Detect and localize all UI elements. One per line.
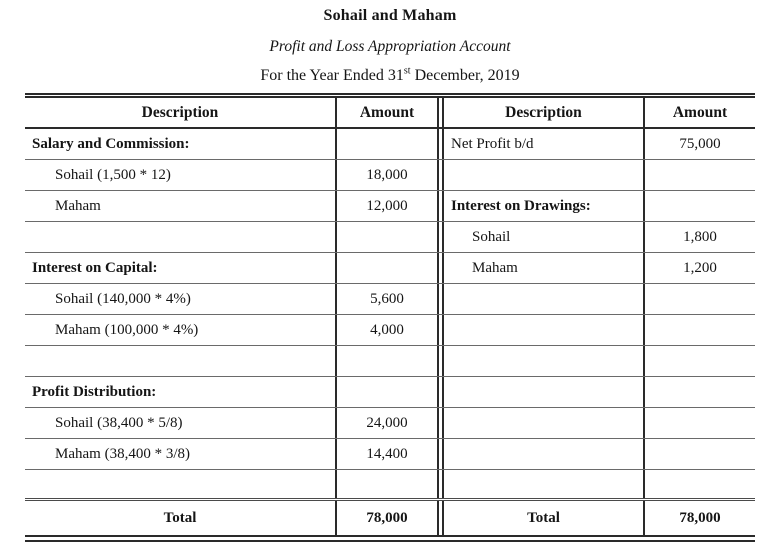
table-row <box>25 408 755 439</box>
amount-cell <box>643 439 755 469</box>
table-row-empty <box>25 470 755 501</box>
page-subtitle: Profit and Loss Appropriation Account <box>269 38 511 55</box>
amount-cell: 1,200 <box>643 253 755 283</box>
total-label-right: Total <box>527 509 560 526</box>
column-divider <box>437 160 444 190</box>
table-row <box>25 315 755 346</box>
description-cell <box>25 222 335 252</box>
document-header <box>25 0 755 85</box>
description-cell: Sohail <box>472 228 511 245</box>
table-row-empty <box>25 346 755 377</box>
table-total-row <box>25 501 755 535</box>
column-divider <box>437 222 444 252</box>
table-row <box>25 129 755 160</box>
amount-cell <box>643 191 755 221</box>
column-divider <box>437 439 444 469</box>
description-cell: Maham <box>472 259 518 276</box>
amount-cell: 4,000 <box>335 315 437 345</box>
description-cell: Sohail (1,500 * 12) <box>55 166 171 183</box>
table-row <box>25 377 755 408</box>
description-cell <box>444 284 643 314</box>
amount-cell <box>335 222 437 252</box>
amount-cell: 1,800 <box>643 222 755 252</box>
total-amount-left: 78,000 <box>335 501 437 535</box>
description-cell <box>444 408 643 438</box>
description-cell <box>25 470 335 498</box>
description-cell: Salary and Commission: <box>32 135 190 152</box>
account-table <box>25 93 755 542</box>
period-line <box>25 67 755 85</box>
column-header-description-left: Description <box>141 103 219 121</box>
description-cell <box>444 160 643 190</box>
table-row <box>25 191 755 222</box>
total-label-left: Total <box>163 509 197 526</box>
description-cell: Interest on Drawings: <box>451 197 591 214</box>
period-text-suffix: December, 2019 <box>410 67 520 84</box>
amount-cell: 12,000 <box>335 191 437 221</box>
amount-cell <box>335 129 437 159</box>
description-cell: Interest on Capital: <box>32 259 158 276</box>
column-divider <box>437 98 444 127</box>
period-text-prefix: For the Year Ended 31 <box>260 67 404 84</box>
table-header-row <box>25 98 755 129</box>
column-divider <box>437 129 444 159</box>
amount-cell: 18,000 <box>335 160 437 190</box>
amount-cell <box>335 346 437 376</box>
column-divider <box>437 501 444 535</box>
amount-cell <box>643 377 755 407</box>
column-header-amount-left: Amount <box>335 98 437 127</box>
column-divider <box>437 346 444 376</box>
amount-cell <box>643 315 755 345</box>
description-cell <box>25 346 335 376</box>
column-header-description-right: Description <box>505 103 582 121</box>
description-cell <box>444 346 643 376</box>
amount-cell: 14,400 <box>335 439 437 469</box>
table-row <box>25 284 755 315</box>
column-divider <box>437 315 444 345</box>
amount-cell <box>335 377 437 407</box>
description-cell <box>444 315 643 345</box>
description-cell <box>444 377 643 407</box>
description-cell: Sohail (38,400 * 5/8) <box>55 414 183 431</box>
amount-cell: 75,000 <box>643 129 755 159</box>
total-amount-right: 78,000 <box>643 501 755 535</box>
table-row <box>25 160 755 191</box>
description-cell: Maham (100,000 * 4%) <box>55 321 199 338</box>
column-divider <box>437 470 444 498</box>
description-cell: Sohail (140,000 * 4%) <box>55 290 191 307</box>
column-divider <box>437 408 444 438</box>
page-title: Sohail and Maham <box>323 7 457 24</box>
amount-cell: 5,600 <box>335 284 437 314</box>
table-row <box>25 253 755 284</box>
amount-cell <box>643 284 755 314</box>
amount-cell <box>643 470 755 498</box>
column-divider <box>437 191 444 221</box>
table-row <box>25 439 755 470</box>
description-cell: Net Profit b/d <box>451 135 534 152</box>
description-cell <box>444 439 643 469</box>
description-cell: Maham <box>55 197 101 214</box>
description-cell: Maham (38,400 * 3/8) <box>55 445 190 462</box>
amount-cell <box>335 253 437 283</box>
amount-cell <box>643 408 755 438</box>
column-header-amount-right: Amount <box>643 98 755 127</box>
column-divider <box>437 253 444 283</box>
amount-cell <box>643 160 755 190</box>
amount-cell <box>643 346 755 376</box>
table-row <box>25 222 755 253</box>
column-divider <box>437 377 444 407</box>
amount-cell: 24,000 <box>335 408 437 438</box>
description-cell: Profit Distribution: <box>32 383 157 400</box>
column-divider <box>437 284 444 314</box>
ordinal-superscript: st <box>403 65 411 77</box>
description-cell <box>444 470 643 498</box>
amount-cell <box>335 470 437 498</box>
